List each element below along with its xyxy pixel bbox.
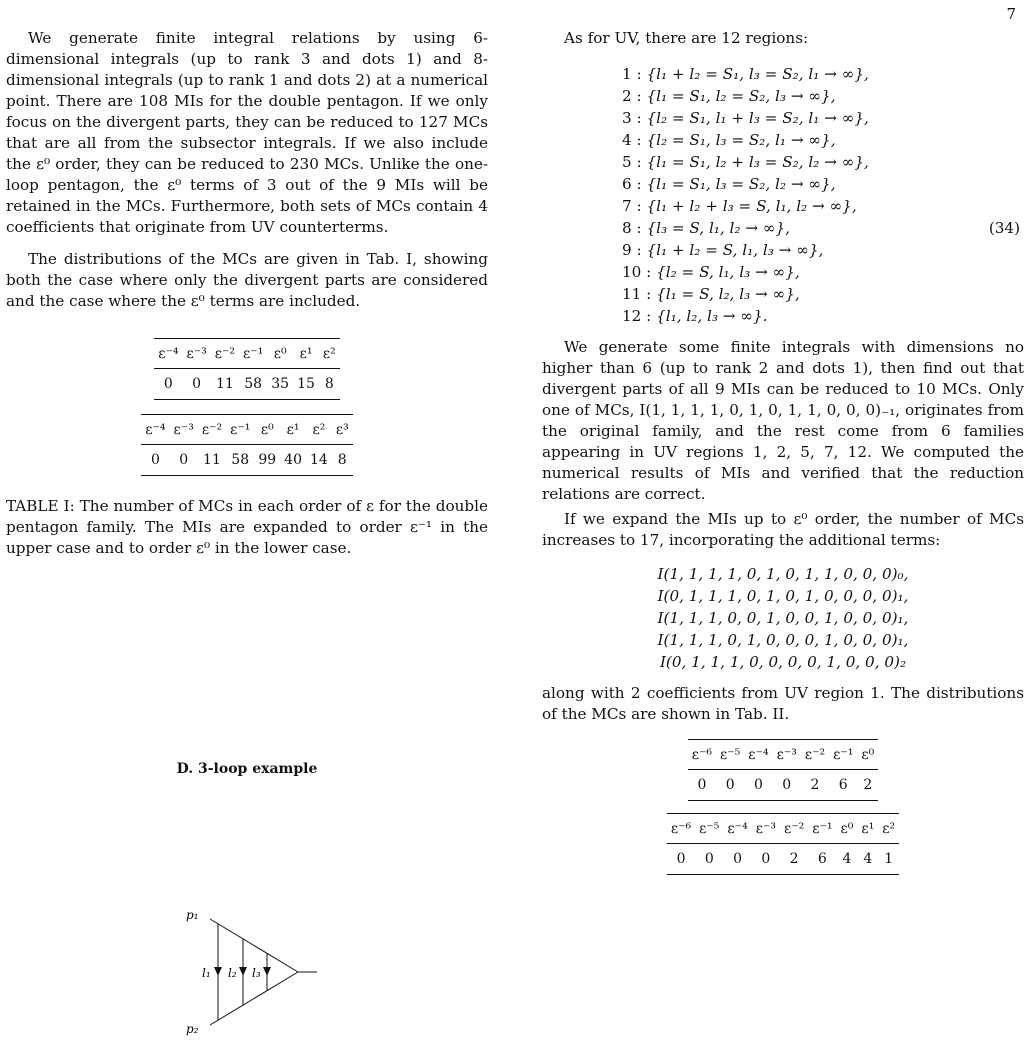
header-cell: ε¹ — [857, 814, 878, 844]
paragraph: If we expand the MIs up to ε⁰ order, the number of MCs increases to 17, incorporating the additional terms: — [542, 510, 1024, 549]
header-cell: ε⁻² — [801, 740, 829, 770]
header-cell: ε⁻² — [780, 814, 808, 844]
integral-list — [542, 563, 1024, 673]
uv-regions-equation — [542, 63, 1024, 327]
page-number: 7 — [1006, 5, 1016, 23]
value-cell: 40 — [280, 445, 306, 476]
header-cell: ε⁻⁵ — [716, 740, 744, 770]
value-cell: 35 — [267, 369, 293, 400]
uv-region-line — [542, 151, 1024, 173]
header-cell: ε⁻² — [198, 415, 226, 445]
label-l1: l₁ — [202, 966, 211, 980]
uv-region-line — [542, 63, 1024, 85]
region-number: 12 : — [622, 307, 657, 325]
value-cell: 2 — [780, 844, 808, 875]
header-cell: ε⁻⁴ — [141, 415, 169, 445]
value-cell: 0 — [752, 844, 780, 875]
label-p1: p₁ — [186, 908, 199, 922]
equation-number: (34) — [988, 219, 1020, 237]
region-expression: {l₂ = S₁, l₁ + l₃ = S₂, l₁ → ∞}, — [646, 109, 869, 127]
header-cell: ε⁰ — [857, 740, 878, 770]
header-cell: ε⁻⁴ — [744, 740, 772, 770]
header-cell: ε⁻¹ — [829, 740, 857, 770]
region-number: 5 : — [622, 153, 647, 171]
paragraph: The distributions of the MCs are given in Tab. I, showing both the case where only the divergent parts are considered and the case where the ε⁰ terms are included. — [6, 250, 488, 310]
label-l2: l₂ — [228, 966, 237, 980]
header-cell: ε⁻⁵ — [695, 814, 723, 844]
header-cell: ε⁻⁶ — [667, 814, 695, 844]
paragraph: We generate finite integral relations by using 6-dimensional integrals (up to rank 3 and dots 1) and 8-dimensional integrals (up to rank 1 and dots 2) at a numerical point. There are 108 MIs for the double pentagon. If we only focus on the divergent parts, they can be reduced to 127 MCs that are all from the subsector integrals. If we also include the ε⁰ order, they can be reduced to 230 MCs. Unlike the one-loop pentagon, the ε⁰ terms of 3 out of the 9 MIs will be retained in the MCs. Furthermore, both sets of MCs contain 4 coefficients that originate from UV counterterms. — [6, 29, 488, 236]
region-number: 10 : — [622, 263, 657, 281]
uv-region-line — [542, 107, 1024, 129]
value-cell: 4 — [836, 844, 857, 875]
header-cell: ε¹ — [293, 339, 319, 369]
region-number: 2 : — [622, 87, 647, 105]
left-column — [6, 28, 488, 780]
value-cell: 58 — [239, 369, 267, 400]
value-cell: 1 — [878, 844, 899, 875]
region-expression: {l₂ = S, l₁, l₃ → ∞}, — [656, 263, 800, 281]
table2-upper — [688, 739, 878, 801]
region-number: 6 : — [622, 175, 647, 193]
header-cell: ε⁻⁴ — [154, 339, 182, 369]
integral-entry: I(1, 1, 1, 0, 0, 1, 0, 0, 1, 0, 0, 0)₁, — [657, 609, 909, 627]
value-cell: 0 — [773, 770, 801, 801]
value-cell: 0 — [688, 770, 716, 801]
value-cell: 0 — [695, 844, 723, 875]
header-cell: ε⁻⁴ — [723, 814, 751, 844]
uv-region-line — [542, 217, 1024, 239]
header-cell: ε⁻³ — [182, 339, 210, 369]
region-expression: {l₁ = S₁, l₃ = S₂, l₂ → ∞}, — [646, 175, 836, 193]
integral-entry: I(0, 1, 1, 1, 0, 1, 0, 1, 0, 0, 0, 0)₁, — [657, 587, 909, 605]
value-cell: 99 — [254, 445, 280, 476]
uv-region-line — [542, 239, 1024, 261]
value-cell: 0 — [141, 445, 169, 476]
value-cell: 0 — [170, 445, 198, 476]
uv-region-line — [542, 261, 1024, 283]
integral-entry: I(0, 1, 1, 1, 0, 0, 0, 0, 1, 0, 0, 0)₂ — [659, 653, 907, 671]
value-cell: 6 — [829, 770, 857, 801]
header-cell: ε² — [306, 415, 332, 445]
value-cell: 6 — [808, 844, 836, 875]
value-cell: 11 — [211, 369, 239, 400]
header-cell: ε² — [878, 814, 899, 844]
value-cell: 15 — [293, 369, 319, 400]
region-number: 11 : — [622, 285, 657, 303]
value-cell: 0 — [667, 844, 695, 875]
header-cell: ε⁰ — [254, 415, 280, 445]
header-cell: ε⁻¹ — [239, 339, 267, 369]
value-cell: 2 — [857, 770, 878, 801]
value-cell: 8 — [319, 369, 340, 400]
region-number: 1 : — [622, 65, 647, 83]
label-l3: l₃ — [252, 966, 261, 980]
value-cell: 0 — [723, 844, 751, 875]
table1-caption: TABLE I: The number of MCs in each order of ε for the double pentagon family. The MIs are expanded to order ε⁻¹ in the upper case and to order ε⁰ in the lower case. — [6, 497, 488, 557]
region-expression: {l₁ = S₁, l₂ = S₂, l₃ → ∞}, — [646, 87, 836, 105]
label-p2: p₂ — [186, 1022, 199, 1036]
paragraph: As for UV, there are 12 regions: — [564, 29, 809, 47]
uv-region-line — [542, 173, 1024, 195]
value-cell: 2 — [801, 770, 829, 801]
region-number: 7 : — [622, 197, 647, 215]
uv-region-line — [542, 283, 1024, 305]
header-cell: ε⁰ — [267, 339, 293, 369]
region-number: 4 : — [622, 131, 647, 149]
header-cell: ε² — [319, 339, 340, 369]
header-cell: ε¹ — [280, 415, 306, 445]
header-cell: ε⁻² — [211, 339, 239, 369]
header-cell: ε⁻³ — [752, 814, 780, 844]
header-cell: ε³ — [332, 415, 353, 445]
region-expression: {l₁ = S₁, l₂ + l₃ = S₂, l₂ → ∞}, — [646, 153, 869, 171]
uv-region-line — [542, 195, 1024, 217]
region-expression: {l₁ + l₂ = S₁, l₃ = S₂, l₁ → ∞}, — [646, 65, 869, 83]
region-number: 9 : — [622, 241, 647, 259]
value-cell: 11 — [198, 445, 226, 476]
uv-region-line — [542, 85, 1024, 107]
region-expression: {l₂ = S₁, l₃ = S₂, l₁ → ∞}, — [646, 131, 836, 149]
integral-entry: I(1, 1, 1, 1, 0, 1, 0, 1, 1, 0, 0, 0)₀, — [657, 565, 909, 583]
three-loop-diagram — [180, 905, 330, 1061]
right-column — [542, 28, 1024, 875]
table2-lower — [667, 813, 899, 875]
region-expression: {l₃ = S, l₁, l₂ → ∞}, — [646, 219, 791, 237]
uv-region-line — [542, 129, 1024, 151]
header-cell: ε⁰ — [836, 814, 857, 844]
value-cell: 4 — [857, 844, 878, 875]
region-expression: {l₁ + l₂ + l₃ = S, l₁, l₂ → ∞}, — [646, 197, 857, 215]
paragraph: We generate some finite integrals with dimensions no higher than 6 (up to rank 2 and dots 1), then find out that divergent parts of all 9 MIs can be reduced to 10 MCs. Only one of MCs, I(1, 1, 1, 1, 0, 1, 0, 1, 1, 0, 0, 0)₋₁, originates from the original family, and the rest come from 6 families appearing in UV regions 1, 2, 5, 7, 12. We computed the numerical results of MIs and verified that the reduction relations are correct. — [542, 338, 1024, 503]
region-number: 8 : — [622, 219, 647, 237]
value-cell: 0 — [182, 369, 210, 400]
value-cell: 8 — [332, 445, 353, 476]
header-cell: ε⁻³ — [773, 740, 801, 770]
section-heading: D. 3-loop example — [176, 761, 318, 777]
value-cell: 58 — [226, 445, 254, 476]
value-cell: 0 — [744, 770, 772, 801]
table1-upper — [154, 338, 340, 400]
value-cell: 0 — [716, 770, 744, 801]
header-cell: ε⁻³ — [170, 415, 198, 445]
region-expression: {l₁ = S, l₂, l₃ → ∞}, — [656, 285, 800, 303]
value-cell: 0 — [154, 369, 182, 400]
table1-lower — [141, 414, 352, 476]
integral-entry: I(1, 1, 1, 0, 1, 0, 0, 0, 1, 0, 0, 0)₁, — [657, 631, 909, 649]
uv-region-line — [542, 305, 1024, 327]
header-cell: ε⁻⁶ — [688, 740, 716, 770]
value-cell: 14 — [306, 445, 332, 476]
header-cell: ε⁻¹ — [808, 814, 836, 844]
region-expression: {l₁ + l₂ = S, l₁, l₃ → ∞}, — [646, 241, 824, 259]
paragraph: along with 2 coefficients from UV region 1. The distributions of the MCs are shown in Tab. II. — [542, 684, 1024, 723]
region-expression: {l₁, l₂, l₃ → ∞}. — [656, 307, 768, 325]
region-number: 3 : — [622, 109, 647, 127]
header-cell: ε⁻¹ — [226, 415, 254, 445]
